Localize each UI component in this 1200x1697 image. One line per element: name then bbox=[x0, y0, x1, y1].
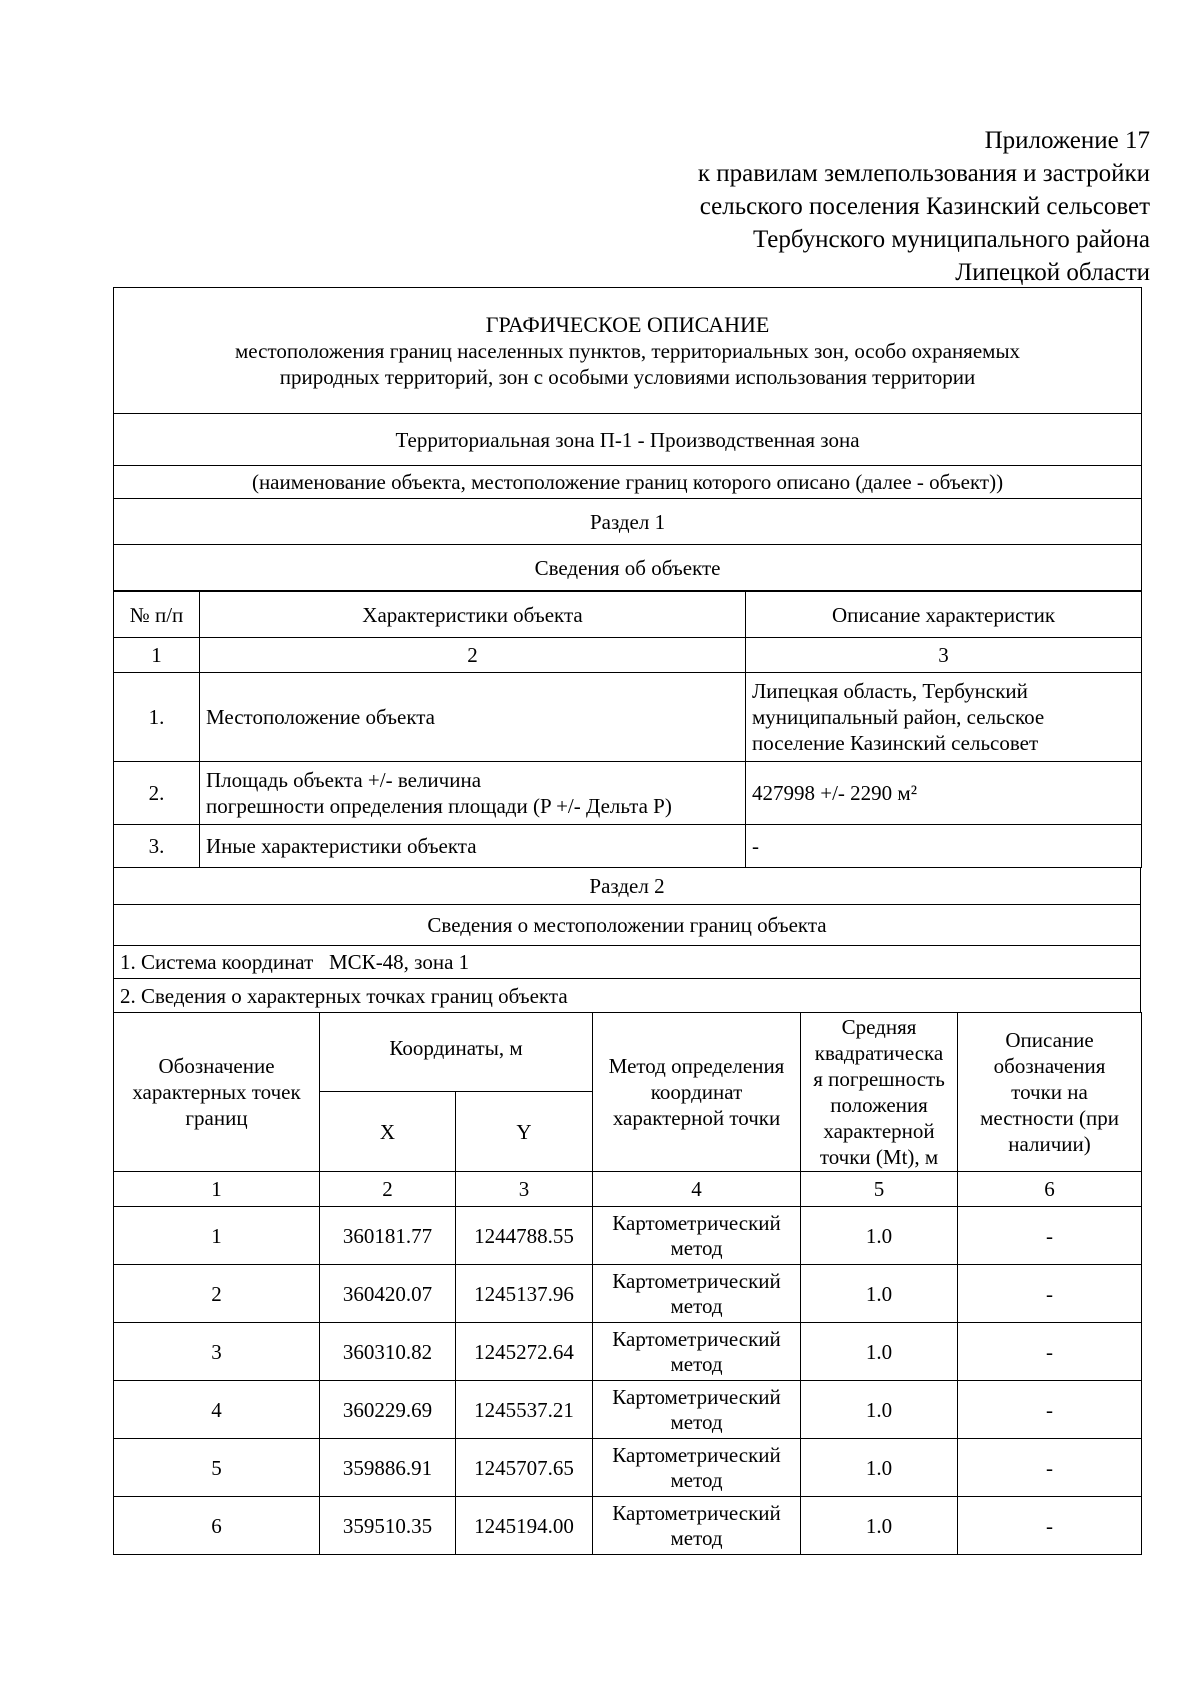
point-description: - bbox=[958, 1207, 1142, 1265]
table-row bbox=[114, 1439, 1142, 1497]
point-description-header bbox=[958, 1013, 1142, 1172]
header-line: Описание bbox=[1005, 1028, 1094, 1052]
characteristic-line: погрешности определения площади (P +/- Дельта P) bbox=[206, 794, 672, 818]
x-header: X bbox=[320, 1092, 456, 1172]
header-line: положения bbox=[830, 1093, 928, 1117]
header-line: характерной bbox=[823, 1119, 935, 1143]
table-row bbox=[114, 1497, 1142, 1555]
section1-label: Раздел 1 bbox=[114, 499, 1142, 545]
point-id: 3 bbox=[114, 1323, 320, 1381]
point-x: 359510.35 bbox=[320, 1497, 456, 1555]
error-header bbox=[801, 1013, 958, 1172]
point-method: Картометрический метод bbox=[593, 1381, 801, 1439]
column-number: 1 bbox=[114, 1172, 320, 1207]
header-line: Липецкой области bbox=[955, 259, 1150, 286]
table-row bbox=[114, 825, 1142, 868]
column-number: 2 bbox=[320, 1172, 456, 1207]
object-name: Территориальная зона П-1 - Производственная зона bbox=[114, 414, 1142, 466]
point-id: 4 bbox=[114, 1381, 320, 1439]
section2-table bbox=[113, 867, 1141, 1013]
point-description: - bbox=[958, 1265, 1142, 1323]
point-method: Картометрический метод bbox=[593, 1323, 801, 1381]
boundary-points-table bbox=[113, 1012, 1142, 1555]
coordinates-header: Координаты, м bbox=[320, 1013, 593, 1092]
section1-heading: Сведения об объекте bbox=[114, 545, 1142, 591]
header-line: к правилам землепользования и застройки bbox=[697, 160, 1150, 187]
header-line: я погрешность bbox=[813, 1067, 945, 1091]
point-y: 1245194.00 bbox=[456, 1497, 593, 1555]
designation-header bbox=[114, 1013, 320, 1172]
method-header bbox=[593, 1013, 801, 1172]
column-number: 3 bbox=[456, 1172, 593, 1207]
column-number: 3 bbox=[746, 638, 1142, 673]
point-x: 360229.69 bbox=[320, 1381, 456, 1439]
header-line: характерных точек bbox=[132, 1080, 301, 1104]
column-number: 6 bbox=[958, 1172, 1142, 1207]
point-mt: 1.0 bbox=[801, 1439, 958, 1497]
coordinate-system: 1. Система координат МСК-48, зона 1 bbox=[114, 946, 1141, 979]
header-line: точки на bbox=[1011, 1080, 1088, 1104]
graphic-description-table bbox=[113, 287, 1142, 591]
description-line: Липецкая область, Тербунский bbox=[752, 679, 1028, 703]
document-title bbox=[114, 288, 1142, 414]
point-id: 6 bbox=[114, 1497, 320, 1555]
table-row bbox=[114, 1265, 1142, 1323]
header-line: обозначения bbox=[993, 1054, 1106, 1078]
row-number: 1. bbox=[114, 673, 200, 762]
header-line: координат bbox=[650, 1080, 743, 1104]
document-header bbox=[550, 124, 1150, 289]
header-line: характерной точки bbox=[612, 1106, 781, 1130]
point-y: 1245272.64 bbox=[456, 1323, 593, 1381]
header-line: Обозначение bbox=[158, 1054, 275, 1078]
point-y: 1244788.55 bbox=[456, 1207, 593, 1265]
header-line: сельского поселения Казинский сельсовет bbox=[699, 193, 1150, 220]
characteristic-description: - bbox=[746, 825, 1142, 868]
column-number: 2 bbox=[200, 638, 746, 673]
point-y: 1245137.96 bbox=[456, 1265, 593, 1323]
point-mt: 1.0 bbox=[801, 1497, 958, 1555]
point-x: 359886.91 bbox=[320, 1439, 456, 1497]
characteristic-description: 427998 +/- 2290 м² bbox=[746, 762, 1142, 825]
column-header: Описание характеристик bbox=[746, 592, 1142, 638]
point-method: Картометрический метод bbox=[593, 1439, 801, 1497]
column-number: 1 bbox=[114, 638, 200, 673]
description-line: поселение Казинский сельсовет bbox=[752, 731, 1039, 755]
row-number: 2. bbox=[114, 762, 200, 825]
point-x: 360310.82 bbox=[320, 1323, 456, 1381]
title-main: ГРАФИЧЕСКОЕ ОПИСАНИЕ bbox=[485, 311, 770, 337]
section2-label: Раздел 2 bbox=[114, 868, 1141, 905]
description-line: муниципальный район, сельское bbox=[752, 705, 1045, 729]
point-description: - bbox=[958, 1323, 1142, 1381]
point-x: 360420.07 bbox=[320, 1265, 456, 1323]
point-method: Картометрический метод bbox=[593, 1207, 801, 1265]
point-description: - bbox=[958, 1439, 1142, 1497]
point-y: 1245537.21 bbox=[456, 1381, 593, 1439]
point-description: - bbox=[958, 1497, 1142, 1555]
point-id: 5 bbox=[114, 1439, 320, 1497]
table-row bbox=[114, 1323, 1142, 1381]
point-method: Картометрический метод bbox=[593, 1497, 801, 1555]
point-mt: 1.0 bbox=[801, 1323, 958, 1381]
object-caption: (наименование объекта, местоположение границ которого описано (далее - объект)) bbox=[114, 466, 1142, 499]
characteristic-description bbox=[746, 673, 1142, 762]
characteristic: Иные характеристики объекта bbox=[200, 825, 746, 868]
object-info-table bbox=[113, 591, 1142, 868]
point-method: Картометрический метод bbox=[593, 1265, 801, 1323]
point-id: 2 bbox=[114, 1265, 320, 1323]
column-header: № п/п bbox=[114, 592, 200, 638]
section2-heading: Сведения о местоположении границ объекта bbox=[114, 905, 1141, 946]
characteristic: Местоположение объекта bbox=[200, 673, 746, 762]
column-header: Характеристики объекта bbox=[200, 592, 746, 638]
header-line: границ bbox=[185, 1106, 248, 1130]
column-number: 4 bbox=[593, 1172, 801, 1207]
column-number: 5 bbox=[801, 1172, 958, 1207]
table-row bbox=[114, 1207, 1142, 1265]
title-line: местоположения границ населенных пунктов, территориальных зон, особо охраняемых bbox=[235, 338, 1021, 363]
header-line: Тербунского муниципального района bbox=[752, 226, 1150, 253]
header-line: Метод определения bbox=[608, 1054, 785, 1078]
point-y: 1245707.65 bbox=[456, 1439, 593, 1497]
characteristic-line: Площадь объекта +/- величина bbox=[206, 768, 482, 792]
header-line: Приложение 17 bbox=[984, 127, 1150, 154]
header-line: местности (при bbox=[980, 1106, 1119, 1130]
title-line: природных территорий, зон с особыми условиями использования территории bbox=[279, 364, 976, 389]
table-row bbox=[114, 673, 1142, 762]
table-row bbox=[114, 1381, 1142, 1439]
point-x: 360181.77 bbox=[320, 1207, 456, 1265]
characteristic bbox=[200, 762, 746, 825]
row-number: 3. bbox=[114, 825, 200, 868]
table-row bbox=[114, 762, 1142, 825]
header-line: Средняя bbox=[841, 1015, 917, 1039]
point-mt: 1.0 bbox=[801, 1207, 958, 1265]
point-mt: 1.0 bbox=[801, 1381, 958, 1439]
point-id: 1 bbox=[114, 1207, 320, 1265]
y-header: Y bbox=[456, 1092, 593, 1172]
point-description: - bbox=[958, 1381, 1142, 1439]
point-mt: 1.0 bbox=[801, 1265, 958, 1323]
header-line: точки (Mt), м bbox=[819, 1145, 939, 1169]
header-line: наличии) bbox=[1008, 1132, 1091, 1156]
points-heading: 2. Сведения о характерных точках границ объекта bbox=[114, 979, 1141, 1013]
header-line: квадратическа bbox=[814, 1041, 944, 1065]
